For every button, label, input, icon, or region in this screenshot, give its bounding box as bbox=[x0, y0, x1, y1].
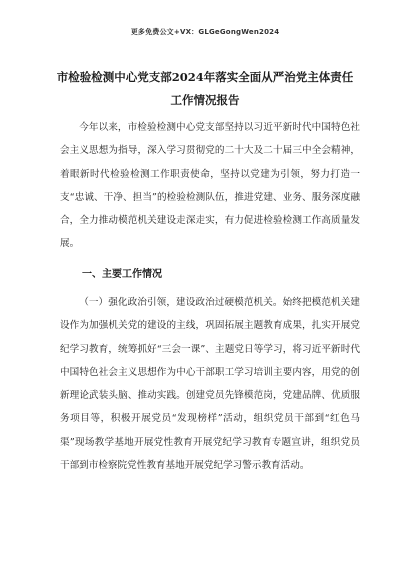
section-paragraph: （一）强化政治引领，建设政治过硬模范机关。始终把模范机关建设作为加强机关党的建设的主线，巩固拓展主题教育成果，扎实开展党纪学习教育，统筹抓好“三会一课”、主题党日等学习，将习近平新时代中国特色社会主义思想作为中心干部职工学习培训主要内容，用党的创新理论武装头脑、推动实践。创建党员先锋模范岗，党建品牌、优质服务项目等，积极开展党员“发现榜样”活动，组织党员干部到“红色马渠”现场教学基地开展党性教育开展党纪学习教育专题宣讲，组织党员干部到市检察院党性教育基地开展党纪学习警示教育活动。 bbox=[60, 297, 360, 472]
header-note: 更多免费公文+VX：GLGeGongWen2024 bbox=[130, 28, 280, 36]
intro-paragraph: 今年以来，市检验检测中心党支部坚持以习近平新时代中国特色社会主义思想为指导，深入学习贯彻党的二十大及二十届三中全会精神，着眼新时代检验检测工作职责使命，坚持以党建为引领，努力打造一支“忠诚、干净、担当”的检验检测队伍，推进党建、业务、服务深度融合，全力推动模范机关建设走深走实，有力促进检验检测工作高质量发展。 bbox=[60, 122, 360, 250]
document-title-line-1: 市检验检测中心党支部2024年落实全面从严治党主体责任 bbox=[56, 70, 354, 84]
section-heading: 一、主要工作情况 bbox=[82, 269, 162, 280]
document-title-line-2: 工作情况报告 bbox=[170, 93, 240, 107]
